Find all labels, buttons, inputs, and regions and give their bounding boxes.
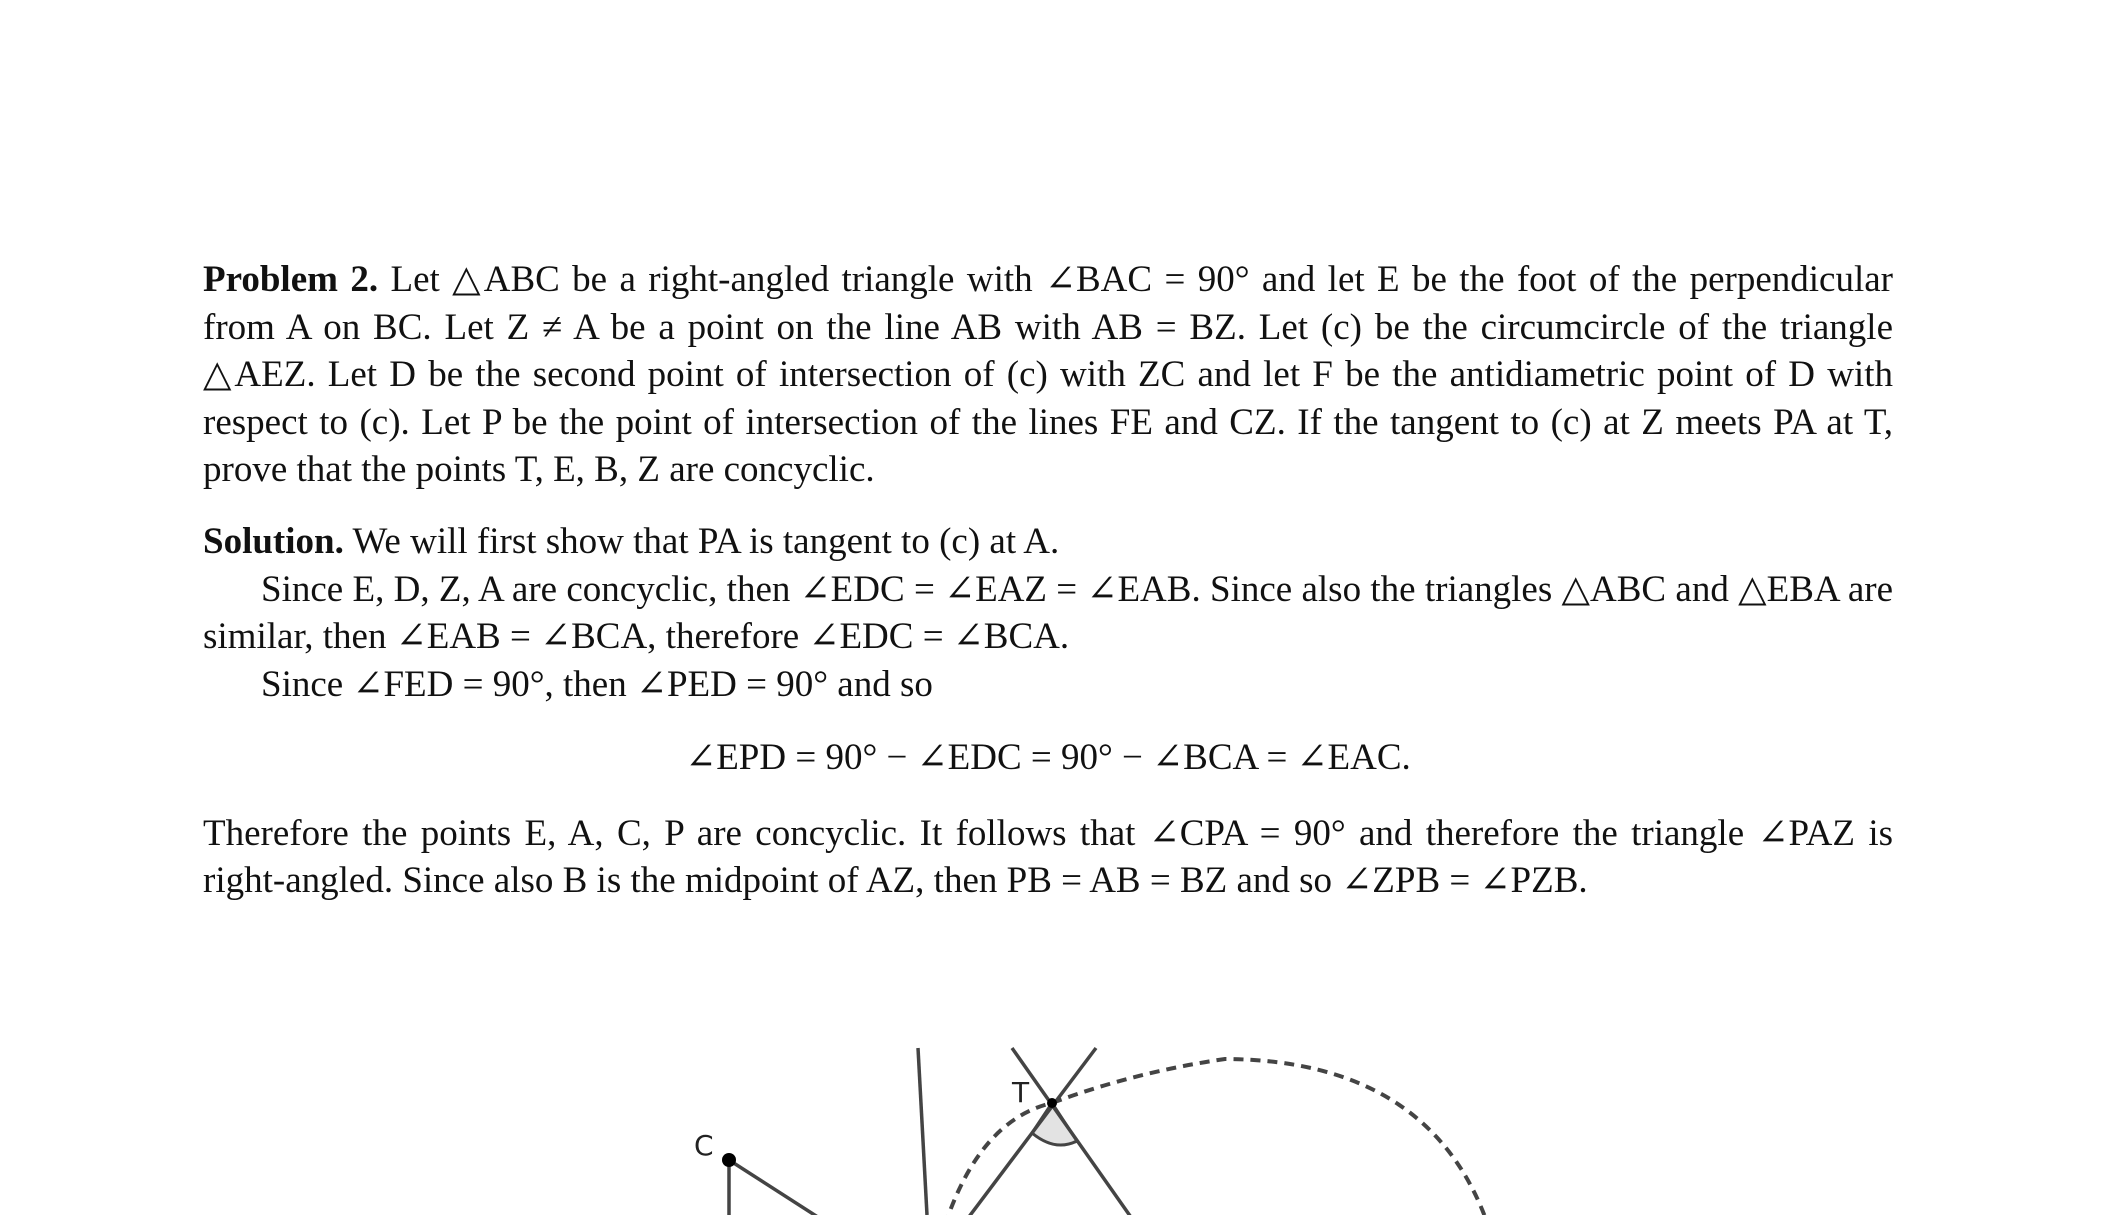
solution-paragraph-1: Since E, D, Z, A are concyclic, then ∠EDC = ∠EAZ = ∠EAB. Since also the triangles △ABC and △EBA are similar, then ∠EAB = ∠BCA, therefore ∠EDC = ∠BCA. (203, 568, 1893, 657)
label-c: C (694, 1129, 714, 1162)
solution-paragraph-2: Since ∠FED = 90°, then ∠PED = 90° and so (261, 663, 933, 705)
solution-intro-paragraph (203, 518, 1893, 566)
vertical-line (918, 1048, 927, 1215)
line-through-c-diagonal (729, 1160, 838, 1215)
display-equation: ∠EPD = 90° − ∠EDC = 90° − ∠BCA = ∠EAC. (685, 737, 1411, 778)
figure-lines (729, 1048, 1140, 1215)
problem-heading: Problem 2. (203, 259, 379, 300)
problem-paragraph (203, 256, 1893, 494)
solution-section (203, 518, 1893, 905)
problem-statement (203, 256, 1893, 494)
problem-text: Let △ABC be a right-angled triangle with ∠BAC = 90° and let E be the foot of the perpendicular from A on BC. Let Z ≠ A be a point on the line AB with AB = BZ. Let (c) be the circumcircle of the triangle △AEZ. Let D be the second point of intersection of (c) with ZC and let F be the antidiametric point of D with respect to (c). Let P be the point of intersection of the lines FE and CZ. If the tangent to (c) at Z meets PA at T, prove that the points T, E, B, Z are concyclic. (203, 259, 1893, 490)
solution-paragraph-3: Therefore the points E, A, C, P are concyclic. It follows that ∠CPA = 90° and therefore the triangle ∠PAZ is right-angled. Since also B is the midpoint of AZ, then PB = AB = BZ and so ∠ZPB = ∠PZB. (203, 812, 1893, 901)
point-t-marker (1047, 1098, 1057, 1108)
label-t: T (1012, 1076, 1030, 1109)
solution-heading: Solution. (203, 521, 344, 562)
point-c-marker (722, 1153, 736, 1167)
tangent-line-left (950, 1048, 1096, 1215)
geometry-figure (0, 1020, 2125, 1215)
solution-intro: We will first show that PA is tangent to (c) at A. (352, 521, 1060, 562)
